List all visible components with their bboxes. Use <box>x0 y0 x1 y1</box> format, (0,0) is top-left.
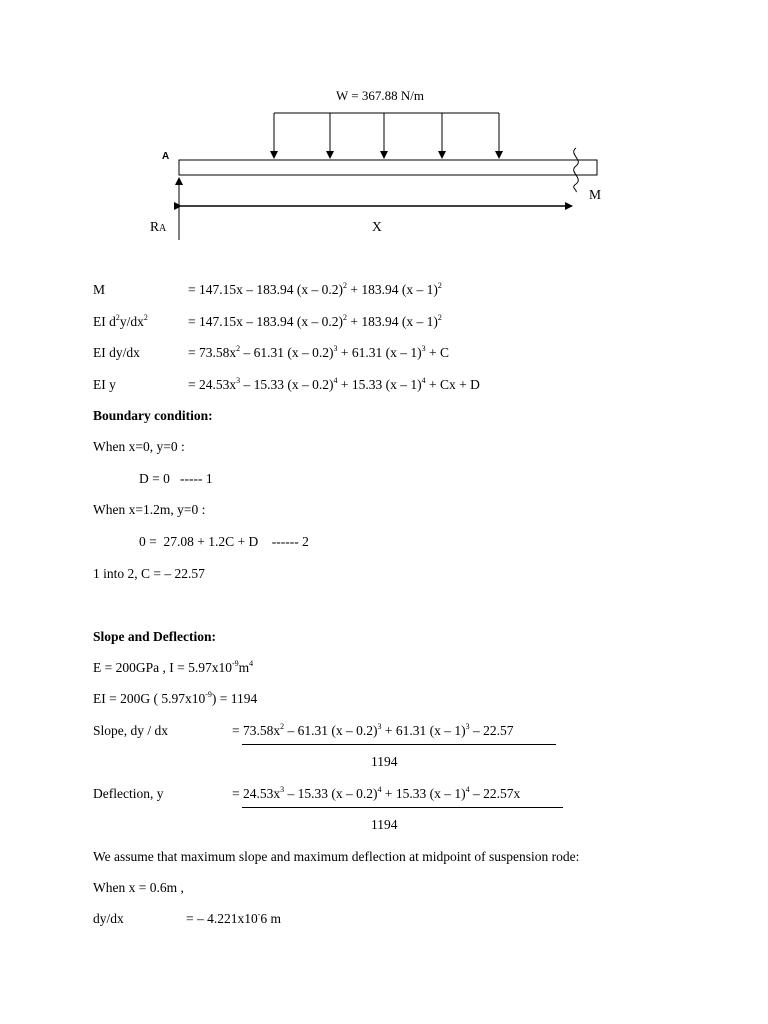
beam-diagram <box>0 0 768 250</box>
deflection-fraction-bar <box>242 807 563 808</box>
point-a-label: A <box>162 151 170 162</box>
reaction-label: RA <box>150 219 167 234</box>
slope-denominator: 1194 <box>371 754 398 769</box>
eq-m-lhs: M <box>93 282 106 297</box>
dydx-value: = – 4.221x10-6 m <box>186 910 282 926</box>
load-label: W = 367.88 N/m <box>336 88 424 103</box>
material-props: E = 200GPa , $I = 5.97x10^{-9}m^4$ <box>93 659 254 675</box>
flexural-rigidity: EI = 200G ( $5.97x10^{-9}) = 1194$ <box>93 690 258 706</box>
eq-y-lhs: EI y <box>93 377 116 392</box>
moment-label: M <box>589 187 602 202</box>
eq-dy-lhs: EI dy/dx <box>93 345 140 360</box>
eq-dy-rhs: = $73.58x^2 - 61.31$ (x – 0.2)$^3$ + 61.31 (x – 1)$^3$ + C <box>188 344 449 360</box>
deflection-label: Deflection, y <box>93 786 164 801</box>
when-midpoint: When x = 0.6m , <box>93 880 184 895</box>
boundary-eq1: D = 0 ----- 1 <box>139 471 213 486</box>
eq-d2y-lhs: EI $d^2y/dx^2$ <box>93 313 148 329</box>
break-line <box>574 148 579 192</box>
load-arrows <box>274 113 499 158</box>
eq-m-rhs: = 147.15x – 183.94 (x – 0.2)$^2$ + 183.94 (x – 1)$^2$ <box>188 281 442 297</box>
slope-numerator: = $73.58x^2 - 61.31$ (x – 0.2)$^3$ + 61.31 (x – 1)$^3$ – 22.57 <box>232 722 514 738</box>
boundary-result: 1 into 2, C = – 22.57 <box>93 566 205 581</box>
boundary-heading: Boundary condition: <box>93 408 213 423</box>
dydx-label: dy/dx <box>93 911 124 926</box>
slope-label: Slope, dy / dx <box>93 723 169 738</box>
eq-y-rhs: = $24.53x^3 - 15.33$ (x – 0.2)$^4$ + 15.33 (x – 1)$^4$ + Cx + D <box>188 376 480 392</box>
beam <box>179 160 597 175</box>
span-label: X <box>372 219 382 234</box>
boundary-cond1: When x=0, y=0 : <box>93 439 185 454</box>
boundary-cond2: When x=1.2m, y=0 : <box>93 502 206 517</box>
boundary-eq2: 0 = 27.08 + 1.2C + D ------ 2 <box>139 534 309 549</box>
slope-fraction-bar <box>242 744 556 745</box>
slope-deflection-heading: Slope and Deflection: <box>93 629 216 644</box>
deflection-denominator: 1194 <box>371 817 398 832</box>
assumption-text: We assume that maximum slope and maximum deflection at midpoint of suspension rode: <box>93 849 580 864</box>
eq-d2y-rhs: = 147.15x – 183.94 (x – 0.2)$^2$ + 183.94 (x – 1)$^2$ <box>188 313 442 329</box>
deflection-numerator: = $24.53x^3 - 15.33$ (x – 0.2)$^4$ + 15.33 (x – 1)$^4$ – 22.57x <box>232 785 521 801</box>
